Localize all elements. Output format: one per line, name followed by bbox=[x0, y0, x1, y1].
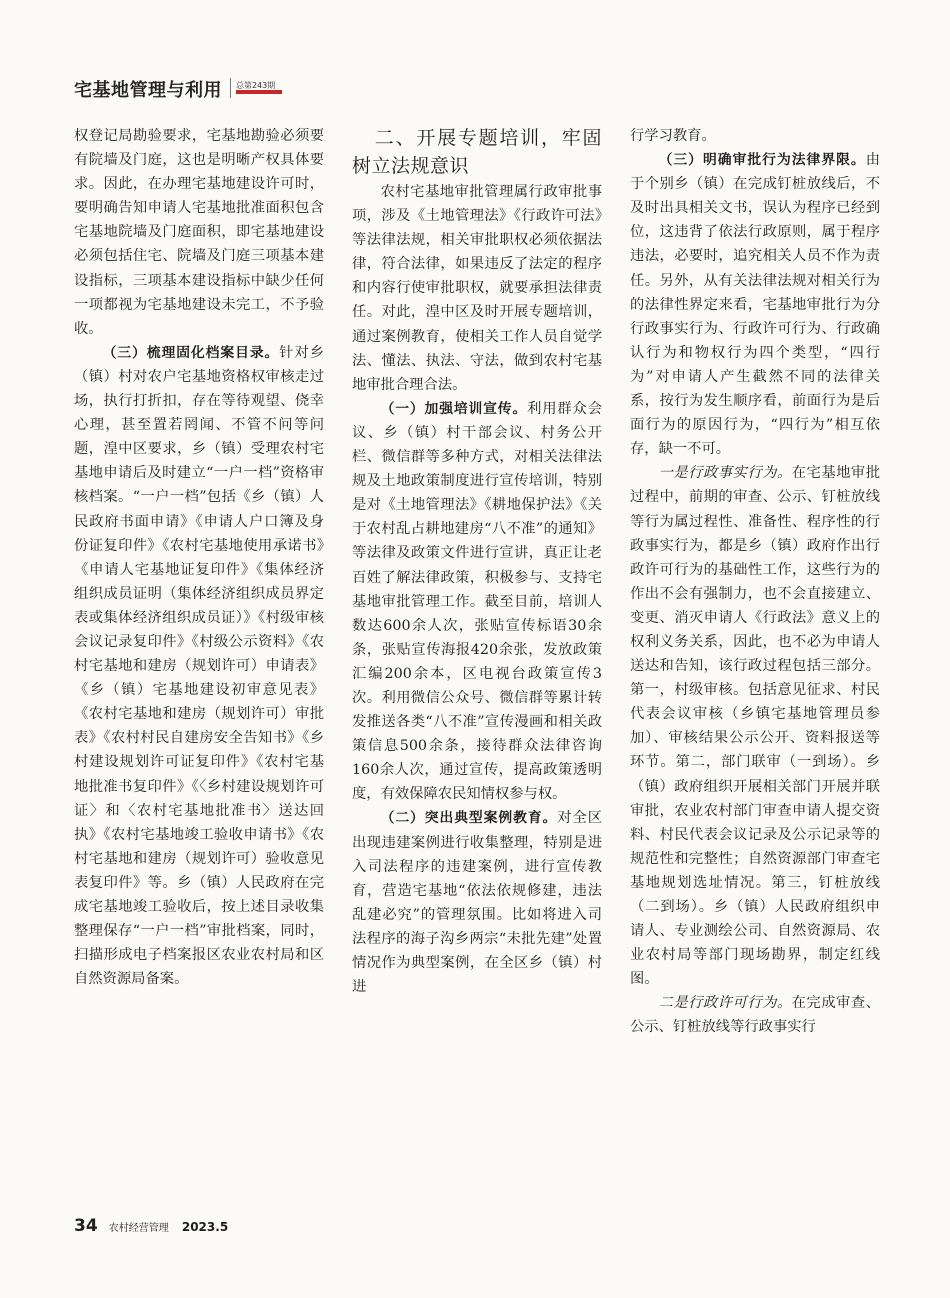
issue-red-bar bbox=[236, 90, 282, 94]
paragraph-body: 在完成审查、公示、钉桩放线等行政事实行 bbox=[630, 995, 881, 1036]
subheading: （三）梳理固化档案目录。 bbox=[102, 344, 280, 361]
subheading: （二）突出典型案例教育。 bbox=[380, 810, 558, 827]
paragraph: 行学习教育。 bbox=[630, 128, 716, 144]
paragraph-body: 由于个别乡（镇）在完成钉桩放线后，不及时出具相关文书，误认为程序已经到位，这违背了依法行政原则，属于程序违法，必要时，追究相关人员不作为责任。另外，从有关法律法规对相关行为的法律性界定来看，宅基地审批行为分行政事实行为、行政许可行为、行政确认行为和物权行为四个类型，“四行为”对申请人产生截然不同的法律关系，按行为发生顺序看，前面行为是后面行为的原因行为，“四行为”相互依存，缺一不可。 bbox=[630, 152, 880, 458]
section-heading: 二、开展专题培训，牢固树立法规意识 bbox=[352, 127, 602, 177]
section-title: 宅基地管理与利用 bbox=[74, 80, 222, 101]
page-number: 34 bbox=[74, 1216, 98, 1236]
page-footer bbox=[74, 1216, 228, 1236]
subheading: 一是行政事实行为。 bbox=[658, 465, 792, 482]
paragraph bbox=[630, 148, 880, 461]
paragraph-body: 利用群众会议、乡（镇）村干部会议、村务公开栏、微信群等多种方式，对相关法律法规及土地政策制度进行宣传培训，特别是对《土地管理法》《耕地保护法》《关于农村乱占耕地建房“八不准”的通知》等法律及政策文件进行宣讲，真正让老百姓了解法律政策，积极参与、支持宅基地审批管理工作。截至目前，培训人数达600余人次，张贴宣传标语30余条，张贴宣传海报420余张，发放政策汇编200余本，区电视台政策宣传3次。利用微信公众号、微信群等累计转发推送各类“八不准”宣传漫画和相关政策信息500余条，接待群众法律咨询160余人次，通过宣传，提高政策透明度，有效保障农民知情权参与权。 bbox=[352, 400, 603, 803]
paragraph: 农村宅基地审批管理属行政审批事项，涉及《土地管理法》《行政许可法》等法律法规，相关审批职权必须依据法律，符合法律，如果违反了法定的程序和内容行使审批职权，就要承担法律责任。对此，湟中区及时开展专题培训，通过案例教育，使相关工作人员自觉学法、懂法、执法、守法，做到农村宅基地审批合理合法。 bbox=[352, 184, 602, 393]
issue-number: 总第243期 bbox=[236, 81, 276, 90]
magazine-name: 农村经营管理 bbox=[108, 1223, 169, 1234]
paragraph bbox=[630, 991, 880, 1039]
paragraph bbox=[74, 341, 324, 992]
column-2 bbox=[352, 124, 602, 999]
column-3 bbox=[630, 124, 880, 1040]
subheading: （三）明确审批行为法律界限。 bbox=[658, 152, 866, 169]
paragraph-body: 在宅基地审批过程中，前期的审查、公示、钉桩放线等行为属过程性、准备性、程序性的行政事实行为，都是乡（镇）政府作出行政许可行为的基础性工作，这些行为的作出不会有强制力，也不会直接建立、变更、消灭申请人《行政法》意义上的权利义务关系，因此，也不必为申请人送达和告知，该行政过程包括三部分。第一，村级审核。包括意见征求、村民代表会议审核（乡镇宅基地管理员参加）、审核结果公示公开、资料报送等环节。第二，部门联审（一到场）。乡（镇）政府组织开展相关部门开展并联审批，农业农村部门审查申请人提交资料、村民代表会议记录及公示记录等的规范性和完整性；自然资源部门审查宅基地规划选址情况。第三，钉桩放线（二到场）。乡（镇）人民政府组织申请人、专业测绘公司、自然资源局、农业农村局等部门现场勘界，制定红线图。 bbox=[630, 465, 881, 988]
header-divider bbox=[230, 78, 231, 98]
paragraph: 权登记局勘验要求，宅基地勘验必须要有院墙及门庭，这也是明晰产权具体要求。因此，在办理宅基地建设许可时，要明确告知申请人宅基地批准面积包含宅基地院墙及门庭面积，即宅基地建设必须包括住宅、院墙及门庭三项基本建设指标，三项基本建设指标中缺少任何一项都视为宅基地建设未完工，不予验收。 bbox=[74, 128, 324, 337]
subheading: （一）加强培训宣传。 bbox=[380, 400, 528, 417]
paragraph bbox=[352, 806, 602, 999]
issue-date: 2023.5 bbox=[181, 1220, 229, 1234]
paragraph-body: 对全区出现违建案例进行收集整理，特别是进入司法程序的违建案例，进行宣传教育，营造宅基地“依法依规修建，违法乱建必究”的管理氛围。比如将进入司法程序的海子沟乡两宗“未批先建”处置情况作为典型案例，在全区乡（镇）村进 bbox=[352, 810, 603, 996]
paragraph-body: 针对乡（镇）村对农户宅基地资格权审核走过场，执行打折扣，存在等待观望、侥幸心理，甚至置若罔闻、不管不问等问题，湟中区要求，乡（镇）受理农村宅基地申请后及时建立“一户一档”资格审核档案。“一户一档”包括《乡（镇）人民政府书面申请》《申请人户口簿及身份证复印件》《农村宅基地使用承诺书》《申请人宅基地证复印件》《集体经济组织成员证明（集体经济组织成员界定表或集体经济组织成员证）》《村级审核会议记录复印件》《村级公示资料》《农村宅基地和建房（规划许可）申请表》《乡（镇）宅基地建设初审意见表》《农村宅基地和建房（规划许可）审批表》《农村村民自建房安全告知书》《乡村建设规划许可证复印件》《农村宅基地批准书复印件》《〈乡村建设规划许可证〉和〈农村宅基地批准书〉送达回执》《农村宅基地竣工验收申请书》《农村宅基地和建房（规划许可）验收意见表复印件》等。乡（镇）人民政府在完成宅基地竣工验收后，按上述目录收集整理保存“一户一档”审批档案，同时，扫描形成电子档案报区农业农村局和区自然资源局备案。 bbox=[74, 344, 325, 988]
paragraph bbox=[352, 397, 602, 807]
subheading: 二是行政许可行为。 bbox=[658, 995, 792, 1012]
paragraph bbox=[630, 461, 880, 991]
column-1 bbox=[74, 124, 324, 991]
